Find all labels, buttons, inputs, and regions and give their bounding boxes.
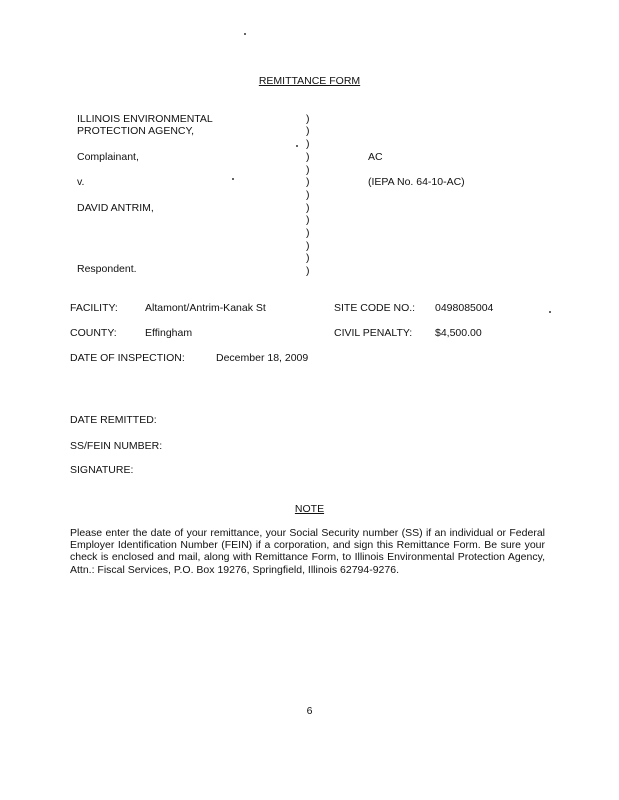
case-type: AC [368, 151, 383, 163]
county-value: Effingham [145, 327, 193, 339]
inspection-date-label: DATE OF INSPECTION: [70, 352, 185, 364]
complainant-name-line-2: PROTECTION AGENCY, [77, 125, 195, 137]
site-code-label: SITE CODE NO.: [334, 302, 416, 314]
caption-paren: ) [306, 138, 310, 150]
scan-speck [232, 178, 234, 180]
note-heading: NOTE [294, 503, 325, 515]
caption-paren: ) [306, 252, 310, 264]
complainant-label: Complainant, [77, 151, 139, 163]
note-paragraph: Please enter the date of your remittance, your Social Security number (SS) if an individual or Federal Employer Identification Number (FEIN) if a corporation, and sign this Remittance Form. Be sure your check is enclosed and mail, along with Remittance Form, to Illinois Environmental Protection Agency, Attn.: Fiscal Services, P.O. Box 19276, Springfield, Illinois 62794-9276. [70, 527, 545, 576]
facility-label: FACILITY: [70, 302, 118, 314]
iepa-number: (IEPA No. 64-10-AC) [368, 176, 465, 188]
caption-paren: ) [306, 125, 310, 137]
respondent-name: DAVID ANTRIM, [77, 202, 154, 214]
civil-penalty-label: CIVIL PENALTY: [334, 327, 413, 339]
page-number: 6 [306, 705, 313, 717]
caption-paren: ) [306, 189, 310, 201]
civil-penalty-value: $4,500.00 [435, 327, 482, 339]
facility-value: Altamont/Antrim-Kanak St [145, 302, 266, 314]
form-title: REMITTANCE FORM [258, 75, 361, 87]
inspection-date-value: December 18, 2009 [216, 352, 309, 364]
county-label: COUNTY: [70, 327, 117, 339]
site-code-value: 0498085004 [435, 302, 494, 314]
signature-label: SIGNATURE: [70, 464, 134, 476]
date-remitted-label: DATE REMITTED: [70, 414, 157, 426]
caption-paren: ) [306, 151, 310, 163]
scan-speck [296, 145, 298, 147]
scan-speck [549, 311, 551, 313]
caption-paren: ) [306, 164, 310, 176]
caption-paren: ) [306, 227, 310, 239]
ss-fein-label: SS/FEIN NUMBER: [70, 440, 163, 452]
scan-speck [244, 33, 246, 35]
complainant-name-line-1: ILLINOIS ENVIRONMENTAL [77, 113, 213, 125]
respondent-label: Respondent. [77, 263, 137, 275]
versus-label: v. [77, 176, 85, 188]
caption-paren: ) [306, 202, 310, 214]
caption-paren: ) [306, 265, 310, 277]
caption-paren: ) [306, 240, 310, 252]
caption-paren: ) [306, 214, 310, 226]
caption-paren: ) [306, 113, 310, 125]
caption-paren: ) [306, 176, 310, 188]
